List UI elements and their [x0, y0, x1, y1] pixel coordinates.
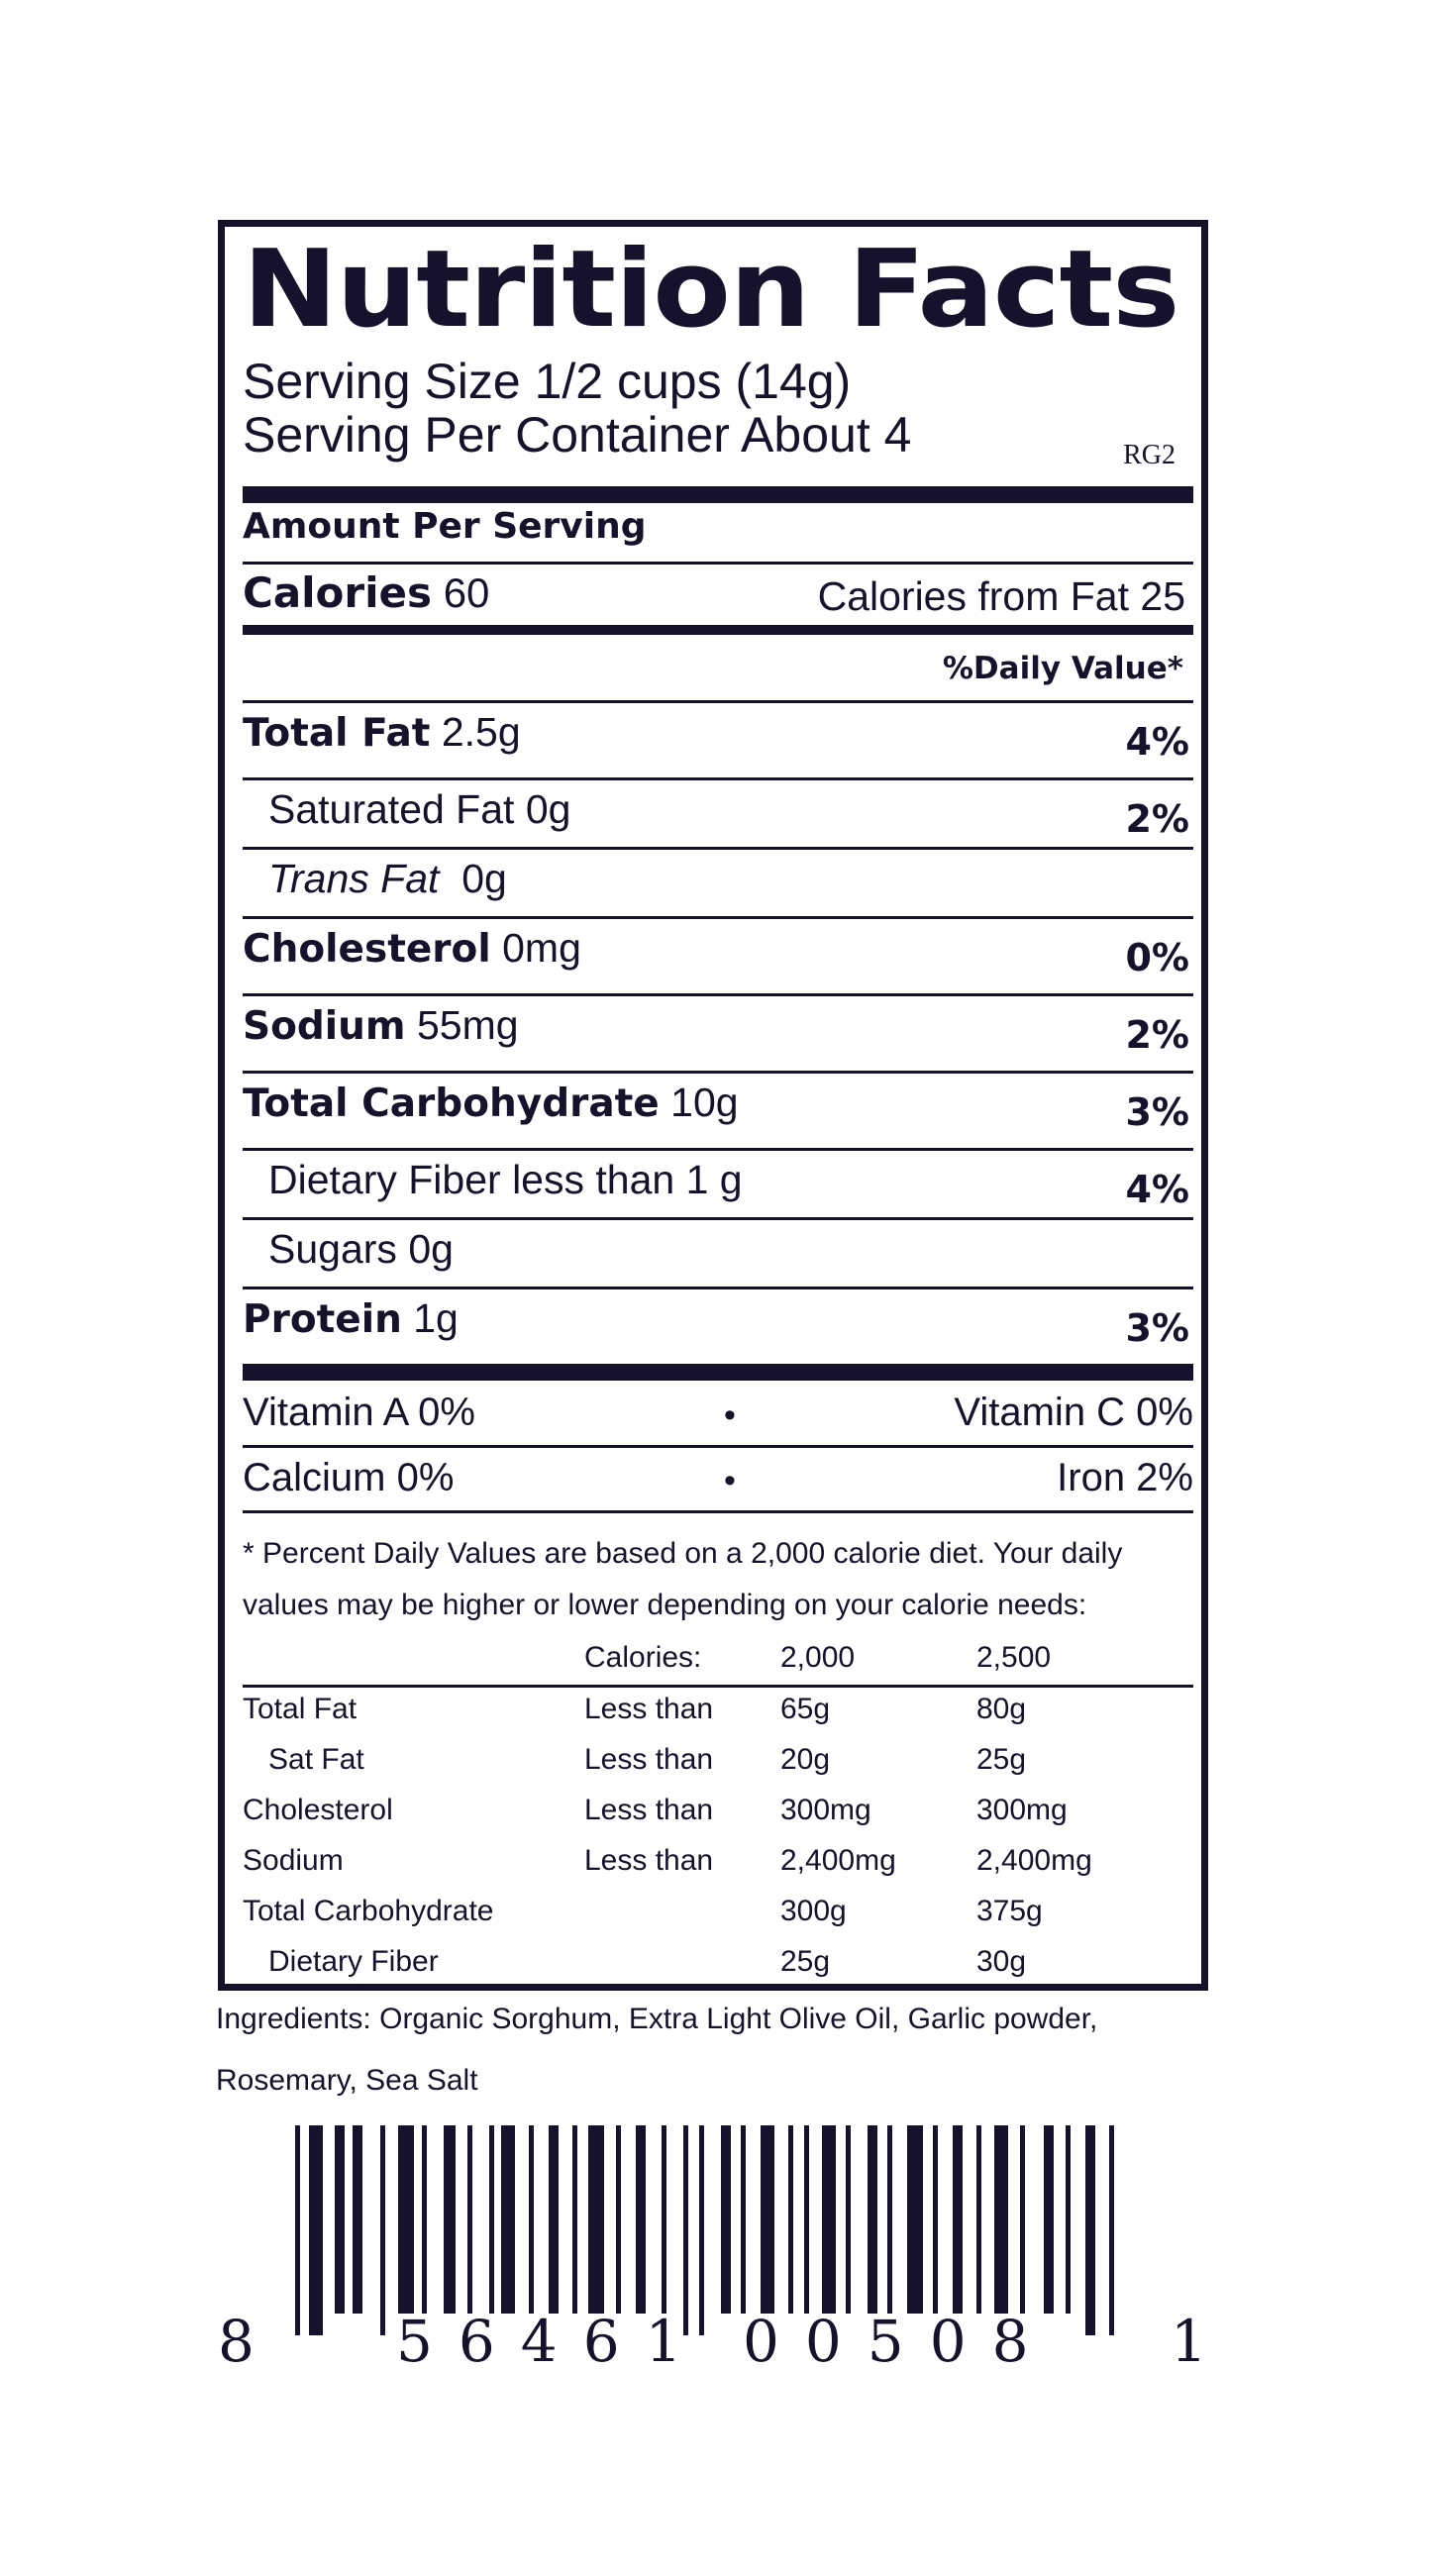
divider: [243, 916, 1193, 919]
nutrient-amount: 2.5g: [441, 709, 521, 755]
medium-divider: [243, 625, 1193, 635]
table-cell: Dietary Fiber: [268, 1945, 439, 1978]
table-rule: [243, 1685, 1193, 1688]
thick-divider: [243, 1364, 1193, 1381]
nutrient-dv: 3%: [1125, 1306, 1189, 1350]
barcode-bar: [489, 2125, 494, 2314]
barcode-bar: [353, 2125, 362, 2314]
thick-divider: [243, 486, 1193, 503]
calories-value: 60: [443, 569, 490, 616]
barcode-bar: [422, 2125, 427, 2314]
barcode-bar: [804, 2125, 809, 2314]
nutrient-amount: 0mg: [502, 925, 581, 971]
table-cell: Less than: [584, 1743, 714, 1776]
table-cell: 25g: [976, 1743, 1027, 1776]
vitamin-left: Vitamin A 0%: [243, 1391, 475, 1434]
barcode-bar: [1044, 2125, 1054, 2314]
amount-per-serving: Amount Per Serving: [243, 506, 647, 547]
barcode-bar: [662, 2125, 666, 2314]
nutrient-dv: 4%: [1125, 720, 1189, 764]
table-header-cell: Calories:: [584, 1641, 702, 1674]
nutrient-dv: 2%: [1125, 797, 1189, 841]
barcode-bar: [444, 2125, 456, 2314]
table-cell: 375g: [976, 1895, 1043, 1927]
nutrient-amount: 0g: [408, 1226, 454, 1272]
nutrient-amount: 0g: [525, 786, 571, 832]
barcode-bar: [699, 2125, 704, 2335]
barcode-bar: [721, 2125, 731, 2314]
table-cell: 20g: [780, 1743, 831, 1776]
nutrient-dv: 2%: [1125, 1013, 1189, 1057]
vitamin-row: [243, 1386, 1193, 1441]
barcode-bar: [1085, 2125, 1095, 2335]
barcode-bar: [636, 2125, 646, 2314]
nutrient-name: Total Fat: [243, 711, 431, 756]
barcode-bar: [1020, 2125, 1025, 2314]
barcode: [295, 2125, 1133, 2335]
table-cell: Less than: [584, 1844, 714, 1877]
barcode-bar: [335, 2125, 345, 2314]
divider: [243, 1510, 1193, 1513]
nutrient-name: Trans Fat: [268, 856, 440, 901]
nutrient-row-protein: [243, 1296, 1193, 1356]
nutrient-row-saturated-fat: [243, 787, 1193, 847]
nutrition-facts-panel: [218, 220, 1208, 1991]
footnote-line-1: * Percent Daily Values are based on a 2,000 calorie diet. Your daily: [243, 1537, 1123, 1570]
divider: [243, 777, 1193, 780]
nutrient-row-trans-fat: [243, 857, 1193, 916]
bullet: •: [724, 1396, 736, 1434]
ingredients-line-1: Ingredients: Organic Sorghum, Extra Light Olive Oil, Garlic powder,: [216, 2003, 1098, 2035]
divider: [243, 1445, 1193, 1448]
nutrient-amount: 55mg: [416, 1002, 519, 1048]
nutrient-name: Cholesterol: [243, 927, 491, 972]
barcode-right-group: 00508: [743, 2308, 1055, 2375]
servings-per-container: Serving Per Container About 4: [243, 407, 912, 463]
barcode-bar: [761, 2125, 774, 2314]
nutrient-dv: 0%: [1125, 936, 1189, 979]
divider: [243, 1287, 1193, 1289]
table-header-cell: 2,500: [976, 1641, 1052, 1674]
calories-from-fat: Calories from Fat 25: [817, 573, 1185, 619]
table-cell: Sat Fat: [268, 1743, 364, 1776]
ingredients: [216, 1989, 1097, 2112]
divider: [243, 993, 1193, 996]
barcode-bar: [933, 2125, 938, 2314]
table-cell: Less than: [584, 1693, 714, 1725]
table-cell: Total Fat: [243, 1693, 358, 1725]
nutrition-title: Nutrition Facts: [243, 228, 1179, 352]
calories-label: Calories: [243, 568, 433, 617]
nutrient-dv: 3%: [1125, 1090, 1189, 1134]
calories-row: [243, 568, 489, 617]
nutrient-amount: less than 1 g: [512, 1157, 743, 1202]
table-cell: 30g: [976, 1945, 1027, 1978]
nutrient-amount: 0g: [461, 856, 507, 901]
ingredients-line-2: Rosemary, Sea Salt: [216, 2064, 478, 2097]
table-cell: 300mg: [976, 1794, 1068, 1826]
table-cell: 300mg: [780, 1794, 871, 1826]
barcode-bar: [887, 2125, 892, 2314]
barcode-bar: [1109, 2125, 1114, 2335]
divider: [243, 1071, 1193, 1074]
nutrient-name: Protein: [243, 1297, 402, 1342]
barcode-bar: [467, 2125, 472, 2314]
table-cell: 25g: [780, 1945, 831, 1978]
barcode-bar: [953, 2125, 963, 2314]
divider: [243, 1217, 1193, 1220]
barcode-bar: [398, 2125, 414, 2314]
divider: [243, 1148, 1193, 1151]
nutrient-name: Sodium: [243, 1004, 406, 1049]
barcode-bar: [588, 2125, 604, 2314]
nutrient-name: Total Carbohydrate: [243, 1082, 660, 1126]
barcode-bar: [994, 2125, 1008, 2314]
footnote-line-2: values may be higher or lower depending on your calorie needs:: [243, 1589, 1087, 1621]
nutrient-row-dietary-fiber: [243, 1158, 1193, 1217]
barcode-bar: [976, 2125, 981, 2314]
nutrient-row-total-carbohydrate: [243, 1081, 1193, 1140]
serving-size: Serving Size 1/2 cups (14g): [243, 354, 852, 409]
table-cell: 2,400mg: [976, 1844, 1092, 1877]
barcode-bar: [380, 2125, 385, 2335]
barcode-bar: [529, 2125, 534, 2314]
divider: [243, 847, 1193, 850]
barcode-bar: [549, 2125, 559, 2314]
barcode-check-digit: 1: [1171, 2308, 1233, 2375]
nutrient-amount: 10g: [670, 1080, 739, 1125]
vitamin-right: Vitamin C 0%: [954, 1391, 1193, 1434]
barcode-bar: [868, 2125, 877, 2314]
barcode-bar: [907, 2125, 923, 2314]
table-cell: Cholesterol: [243, 1794, 393, 1826]
nutrient-row-cholesterol: [243, 926, 1193, 985]
table-cell: Sodium: [243, 1844, 344, 1877]
divider: [243, 700, 1193, 703]
table-cell: 300g: [780, 1895, 847, 1927]
nutrient-amount: 1g: [413, 1295, 459, 1341]
daily-value-header: %Daily Value*: [942, 651, 1183, 686]
table-cell: 80g: [976, 1693, 1027, 1725]
divider: [243, 562, 1193, 565]
nutrient-name: Sugars: [268, 1226, 397, 1272]
barcode-bar: [683, 2125, 688, 2335]
vitamin-left: Calcium 0%: [243, 1456, 455, 1499]
nutrient-row-total-fat: [243, 710, 1193, 770]
barcode-bar: [616, 2125, 621, 2314]
barcode-first-digit: 8: [218, 2308, 280, 2375]
barcode-bar: [501, 2125, 515, 2314]
bullet: •: [724, 1462, 736, 1499]
nutrient-dv: 4%: [1125, 1168, 1189, 1211]
vitamin-row: [243, 1451, 1193, 1506]
nutrient-row-sugars: [243, 1227, 1193, 1287]
barcode-bar: [309, 2125, 323, 2335]
nutrient-name: Dietary Fiber: [268, 1157, 501, 1202]
label-code: RG2: [1123, 440, 1175, 470]
table-cell: Less than: [584, 1794, 714, 1826]
daily-values-table: [243, 1641, 1193, 1998]
barcode-bar: [741, 2125, 746, 2314]
barcode-bar: [1066, 2125, 1071, 2314]
vitamin-right: Iron 2%: [1057, 1456, 1193, 1499]
barcode-bar: [572, 2125, 577, 2314]
table-cell: Total Carbohydrate: [243, 1895, 494, 1927]
table-header-cell: 2,000: [780, 1641, 856, 1674]
barcode-bar: [788, 2125, 793, 2314]
table-cell: 2,400mg: [780, 1844, 896, 1877]
barcode-bar: [846, 2125, 851, 2314]
table-cell: 65g: [780, 1693, 831, 1725]
nutrient-row-sodium: [243, 1003, 1193, 1063]
barcode-bar: [822, 2125, 836, 2314]
barcode-left-group: 56461: [396, 2308, 708, 2375]
nutrient-name: Saturated Fat: [268, 786, 515, 832]
barcode-bar: [295, 2125, 300, 2335]
